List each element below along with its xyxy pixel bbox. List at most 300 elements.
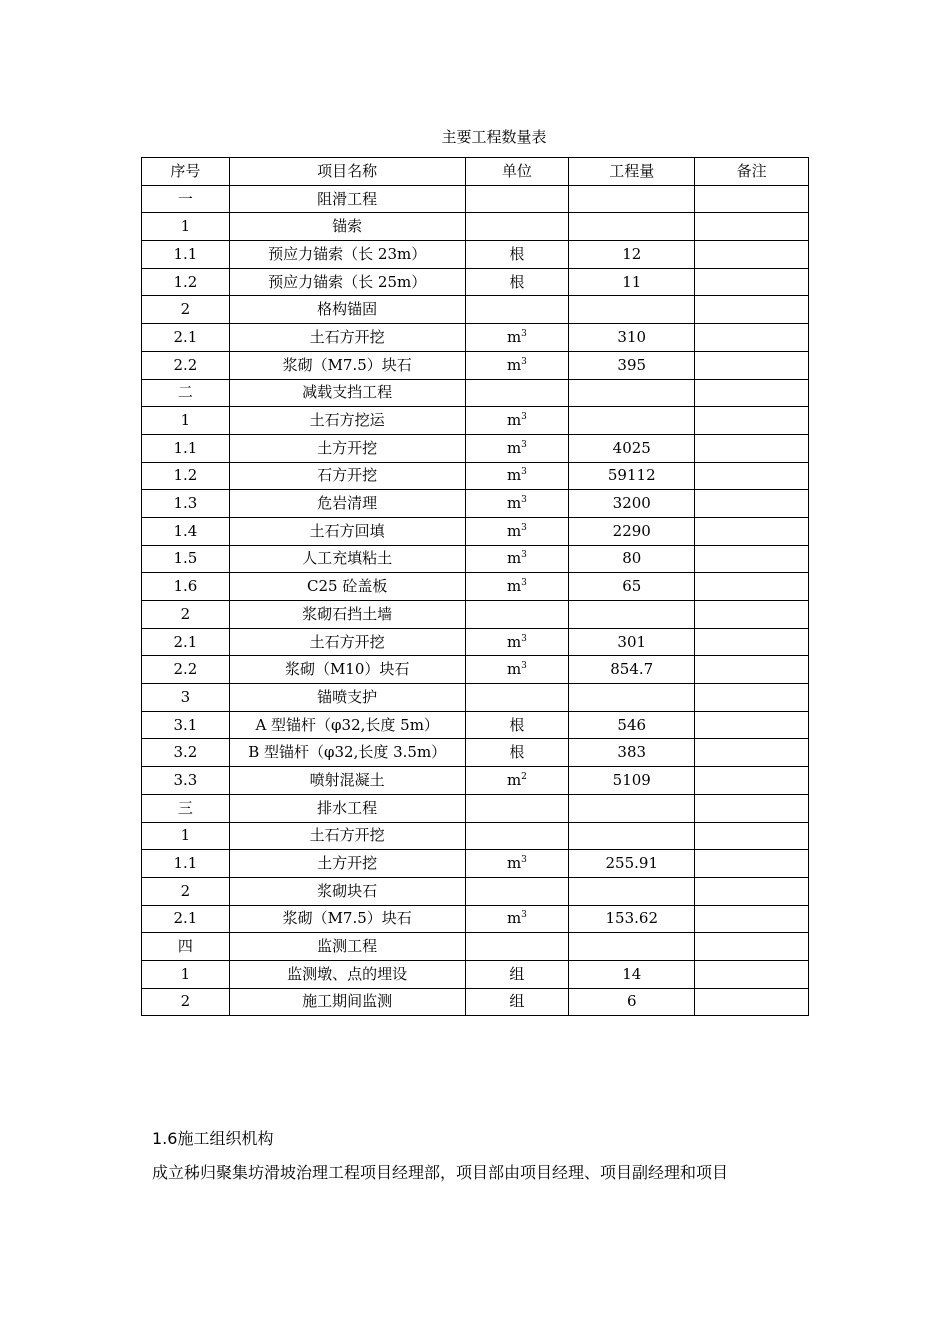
table-row	[142, 767, 809, 795]
row-qty	[569, 407, 695, 435]
row-note	[695, 490, 809, 518]
row-name-text: 土石方开挖	[309, 327, 385, 346]
row-name-text: 施工期间监测	[302, 992, 393, 1011]
row-qty	[569, 628, 695, 656]
row-no-text: 2.2	[173, 355, 198, 374]
row-name-text: 格构锚固	[317, 300, 378, 319]
row-name-text: 预应力锚索（长 25m）	[268, 272, 427, 291]
row-unit	[465, 711, 569, 739]
row-no	[142, 573, 230, 601]
table-row	[142, 185, 809, 213]
table-row	[142, 684, 809, 712]
table-row	[142, 988, 809, 1016]
row-unit	[465, 739, 569, 767]
row-name	[229, 490, 465, 518]
row-no	[142, 213, 230, 241]
row-name-text: 锚索	[332, 217, 363, 236]
row-qty	[569, 601, 695, 629]
row-unit-text: 根	[509, 272, 525, 291]
row-unit	[465, 628, 569, 656]
row-note	[695, 434, 809, 462]
section-paragraph: 成立秭归聚集坊滑坡治理工程项目经理部，项目部由项目经理、项目副经理和项目	[152, 1163, 729, 1182]
row-note	[695, 822, 809, 850]
row-no-text: 3	[180, 687, 191, 706]
row-name	[229, 351, 465, 379]
row-name	[229, 462, 465, 490]
row-no	[142, 185, 230, 213]
row-unit-text: m	[506, 355, 522, 374]
row-note	[695, 573, 809, 601]
table-row	[142, 628, 809, 656]
row-qty-text: 12	[622, 244, 642, 263]
table-row	[142, 517, 809, 545]
row-name-text: 浆砌（M7.5）块石	[282, 355, 412, 374]
row-unit-text: m	[506, 632, 522, 651]
table-row	[142, 379, 809, 407]
row-name-text: C25 砼盖板	[307, 577, 388, 596]
row-qty-text: 153.62	[605, 909, 658, 928]
row-name	[229, 545, 465, 573]
row-qty	[569, 490, 695, 518]
table-row	[142, 601, 809, 629]
row-name	[229, 241, 465, 269]
row-no	[142, 268, 230, 296]
row-no	[142, 822, 230, 850]
row-no-text: 四	[177, 937, 193, 956]
table-row	[142, 960, 809, 988]
row-name	[229, 767, 465, 795]
row-name-text: 浆砌（M7.5）块石	[282, 909, 412, 928]
row-note	[695, 296, 809, 324]
row-no-text: 一	[177, 189, 193, 208]
row-name-text: 石方开挖	[317, 466, 378, 485]
row-qty-text: 546	[617, 715, 647, 734]
table-row	[142, 905, 809, 933]
row-no-text: 2	[180, 300, 191, 319]
row-qty	[569, 711, 695, 739]
table-row	[142, 462, 809, 490]
row-no-text: 2.1	[173, 632, 198, 651]
row-name-text: A 型锚杆（φ32,长度 5m）	[255, 715, 439, 734]
row-unit	[465, 379, 569, 407]
row-unit-text: m	[506, 327, 522, 346]
row-no	[142, 324, 230, 352]
row-name	[229, 434, 465, 462]
header-note: 备注	[695, 158, 809, 186]
row-name-text: 排水工程	[317, 798, 378, 817]
row-unit-text: m	[506, 854, 522, 873]
row-unit	[465, 213, 569, 241]
row-unit-text: 根	[509, 244, 525, 263]
row-note	[695, 379, 809, 407]
row-no-text: 3.1	[173, 715, 198, 734]
row-unit	[465, 933, 569, 961]
row-qty-text: 854.7	[610, 660, 654, 679]
row-no-text: 2.1	[173, 327, 198, 346]
row-name-text: 土方开挖	[317, 438, 378, 457]
row-note	[695, 739, 809, 767]
quantity-table	[141, 157, 809, 1016]
table-row	[142, 573, 809, 601]
row-name	[229, 601, 465, 629]
table-row	[142, 545, 809, 573]
row-unit	[465, 268, 569, 296]
row-no	[142, 351, 230, 379]
row-qty	[569, 877, 695, 905]
row-qty	[569, 351, 695, 379]
row-no	[142, 739, 230, 767]
row-note	[695, 462, 809, 490]
table-caption: 主要工程数量表	[441, 128, 547, 146]
row-name-text: 土方开挖	[317, 854, 378, 873]
unit-exponent: 3	[521, 328, 527, 339]
row-note	[695, 407, 809, 435]
row-unit	[465, 241, 569, 269]
row-unit	[465, 407, 569, 435]
row-no	[142, 711, 230, 739]
row-name	[229, 850, 465, 878]
row-name-text: 浆砌石挡土墙	[302, 604, 393, 623]
row-note	[695, 767, 809, 795]
row-unit	[465, 684, 569, 712]
row-name-text: 人工充填粘土	[302, 549, 393, 568]
row-no-text: 2	[180, 604, 191, 623]
row-unit-text: m	[506, 521, 522, 540]
unit-exponent: 3	[521, 495, 527, 506]
row-qty-text: 65	[622, 577, 642, 596]
row-no	[142, 462, 230, 490]
row-name-text: 锚喷支护	[317, 687, 378, 706]
row-note	[695, 877, 809, 905]
row-unit-text: m	[506, 660, 522, 679]
row-qty	[569, 822, 695, 850]
row-no	[142, 933, 230, 961]
row-no	[142, 877, 230, 905]
table-row	[142, 794, 809, 822]
row-name	[229, 324, 465, 352]
row-qty	[569, 767, 695, 795]
row-unit-text: m	[506, 411, 522, 430]
table-row	[142, 739, 809, 767]
row-note	[695, 988, 809, 1016]
unit-exponent: 3	[521, 661, 527, 672]
row-no	[142, 517, 230, 545]
row-unit	[465, 351, 569, 379]
row-note	[695, 517, 809, 545]
row-unit-text: 组	[509, 964, 525, 983]
row-note	[695, 850, 809, 878]
row-note	[695, 351, 809, 379]
row-note	[695, 905, 809, 933]
table-row	[142, 850, 809, 878]
row-no	[142, 905, 230, 933]
row-qty-text: 383	[617, 743, 647, 762]
table-row	[142, 407, 809, 435]
unit-exponent: 3	[521, 467, 527, 478]
row-name	[229, 573, 465, 601]
row-unit	[465, 462, 569, 490]
row-name	[229, 185, 465, 213]
row-no-text: 2.2	[173, 660, 198, 679]
row-name	[229, 960, 465, 988]
row-qty-text: 14	[622, 964, 642, 983]
row-name-text: 浆砌块石	[317, 881, 378, 900]
row-qty	[569, 684, 695, 712]
table-row	[142, 296, 809, 324]
table-row	[142, 933, 809, 961]
unit-exponent: 3	[521, 910, 527, 921]
row-qty	[569, 324, 695, 352]
row-qty	[569, 988, 695, 1016]
row-no-text: 1	[180, 217, 191, 236]
table-row	[142, 351, 809, 379]
row-qty	[569, 960, 695, 988]
row-qty-text: 255.91	[605, 854, 658, 873]
row-no	[142, 988, 230, 1016]
row-name	[229, 656, 465, 684]
table-row	[142, 213, 809, 241]
row-unit	[465, 960, 569, 988]
row-note	[695, 960, 809, 988]
unit-exponent: 3	[521, 439, 527, 450]
row-qty	[569, 434, 695, 462]
row-unit	[465, 573, 569, 601]
row-note	[695, 241, 809, 269]
row-unit	[465, 185, 569, 213]
header-name: 项目名称	[229, 158, 465, 186]
row-unit-text: m	[506, 438, 522, 457]
table-row	[142, 490, 809, 518]
row-qty-text: 4025	[612, 438, 651, 457]
row-name-text: B 型锚杆（φ32,长度 3.5m）	[248, 743, 447, 762]
row-unit	[465, 517, 569, 545]
row-note	[695, 545, 809, 573]
row-qty	[569, 794, 695, 822]
row-no-text: 1.2	[173, 272, 198, 291]
unit-exponent: 3	[521, 855, 527, 866]
row-no	[142, 490, 230, 518]
unit-exponent: 3	[521, 633, 527, 644]
header-no: 序号	[142, 158, 230, 186]
row-no-text: 3.2	[173, 743, 198, 762]
table-row	[142, 241, 809, 269]
row-unit	[465, 822, 569, 850]
row-name-text: 预应力锚索（长 23m）	[268, 244, 427, 263]
row-no-text: 1.5	[173, 549, 198, 568]
row-unit-text: m	[506, 770, 522, 789]
row-qty-text: 5109	[612, 770, 651, 789]
row-no-text: 1	[180, 826, 191, 845]
row-no-text: 1.6	[173, 577, 198, 596]
row-name	[229, 684, 465, 712]
row-qty	[569, 296, 695, 324]
row-no-text: 2	[180, 881, 191, 900]
row-qty	[569, 933, 695, 961]
table-row	[142, 822, 809, 850]
row-no-text: 二	[177, 383, 193, 402]
row-name	[229, 905, 465, 933]
row-note	[695, 213, 809, 241]
table-row	[142, 711, 809, 739]
row-no-text: 1.4	[173, 521, 198, 540]
unit-exponent: 3	[521, 578, 527, 589]
row-name	[229, 933, 465, 961]
row-no-text: 1.3	[173, 494, 198, 513]
row-no-text: 2	[180, 992, 191, 1011]
row-name-text: 浆砌（M10）块石	[284, 660, 410, 679]
row-qty-text: 301	[617, 632, 647, 651]
row-no	[142, 296, 230, 324]
unit-exponent: 3	[521, 522, 527, 533]
row-unit	[465, 767, 569, 795]
row-qty-text: 395	[617, 355, 647, 374]
row-qty-text: 3200	[612, 494, 651, 513]
row-qty	[569, 850, 695, 878]
row-no	[142, 656, 230, 684]
row-qty	[569, 268, 695, 296]
row-unit	[465, 434, 569, 462]
table-row	[142, 268, 809, 296]
row-qty	[569, 379, 695, 407]
row-name	[229, 296, 465, 324]
row-note	[695, 268, 809, 296]
row-qty-text: 11	[622, 272, 642, 291]
row-no	[142, 684, 230, 712]
row-name-text: 土石方挖运	[309, 411, 385, 430]
header-unit: 单位	[465, 158, 569, 186]
row-unit	[465, 545, 569, 573]
row-no	[142, 628, 230, 656]
row-unit	[465, 850, 569, 878]
row-name	[229, 517, 465, 545]
unit-exponent: 3	[521, 550, 527, 561]
row-note	[695, 684, 809, 712]
row-name-text: 监测墩、点的埋设	[287, 964, 408, 983]
row-name-text: 土石方回填	[309, 521, 385, 540]
row-note	[695, 933, 809, 961]
row-name	[229, 407, 465, 435]
row-name-text: 喷射混凝土	[309, 770, 385, 789]
row-unit	[465, 324, 569, 352]
unit-exponent: 3	[521, 356, 527, 367]
row-no	[142, 434, 230, 462]
row-name-text: 土石方开挖	[309, 826, 385, 845]
row-unit-text: 根	[509, 715, 525, 734]
row-qty	[569, 241, 695, 269]
row-qty	[569, 462, 695, 490]
row-name	[229, 628, 465, 656]
table-row	[142, 434, 809, 462]
row-unit	[465, 988, 569, 1016]
row-qty	[569, 656, 695, 684]
row-qty	[569, 213, 695, 241]
row-no-text: 1	[180, 411, 191, 430]
row-note	[695, 601, 809, 629]
row-unit-text: m	[506, 909, 522, 928]
row-no-text: 三	[177, 798, 193, 817]
row-qty	[569, 573, 695, 601]
row-qty	[569, 517, 695, 545]
row-name	[229, 739, 465, 767]
row-no	[142, 379, 230, 407]
row-name-text: 阻滑工程	[317, 189, 378, 208]
row-qty	[569, 185, 695, 213]
row-name-text: 土石方开挖	[309, 632, 385, 651]
row-name	[229, 711, 465, 739]
row-name	[229, 988, 465, 1016]
row-unit	[465, 601, 569, 629]
row-qty-text: 6	[626, 992, 637, 1011]
row-note	[695, 794, 809, 822]
row-unit-text: m	[506, 549, 522, 568]
row-note	[695, 656, 809, 684]
unit-exponent: 3	[521, 412, 527, 423]
row-no	[142, 545, 230, 573]
row-qty-text: 59112	[607, 466, 656, 485]
row-name-text: 减载支挡工程	[302, 383, 393, 402]
row-no	[142, 767, 230, 795]
row-no	[142, 407, 230, 435]
table-row	[142, 324, 809, 352]
row-name	[229, 268, 465, 296]
row-name-text: 监测工程	[317, 937, 378, 956]
row-qty-text: 2290	[612, 521, 651, 540]
row-note	[695, 628, 809, 656]
row-name-text: 危岩清理	[317, 494, 378, 513]
row-no-text: 1	[180, 964, 191, 983]
row-qty	[569, 905, 695, 933]
row-no	[142, 794, 230, 822]
unit-exponent: 2	[521, 771, 527, 782]
row-qty-text: 80	[622, 549, 642, 568]
row-qty-text: 310	[617, 327, 647, 346]
row-unit	[465, 905, 569, 933]
row-unit	[465, 877, 569, 905]
row-unit-text: m	[506, 466, 522, 485]
row-no-text: 1.1	[173, 854, 198, 873]
row-qty	[569, 545, 695, 573]
row-no-text: 1.2	[173, 466, 198, 485]
section-heading: 1.6施工组织机构	[152, 1129, 274, 1148]
row-name	[229, 794, 465, 822]
header-qty: 工程量	[569, 158, 695, 186]
row-unit	[465, 296, 569, 324]
row-unit	[465, 656, 569, 684]
row-name	[229, 877, 465, 905]
row-unit-text: 组	[509, 992, 525, 1011]
row-unit-text: m	[506, 494, 522, 513]
row-unit	[465, 794, 569, 822]
row-unit	[465, 490, 569, 518]
row-name	[229, 822, 465, 850]
row-no-text: 1.1	[173, 244, 198, 263]
row-no-text: 1.1	[173, 438, 198, 457]
row-no	[142, 601, 230, 629]
row-unit-text: 根	[509, 743, 525, 762]
row-no	[142, 241, 230, 269]
row-note	[695, 185, 809, 213]
row-note	[695, 324, 809, 352]
row-no-text: 3.3	[173, 770, 198, 789]
table-body	[142, 185, 809, 1016]
table-header-row	[142, 158, 809, 186]
row-no-text: 2.1	[173, 909, 198, 928]
table-row	[142, 877, 809, 905]
row-note	[695, 711, 809, 739]
row-unit-text: m	[506, 577, 522, 596]
table-row	[142, 656, 809, 684]
row-qty	[569, 739, 695, 767]
